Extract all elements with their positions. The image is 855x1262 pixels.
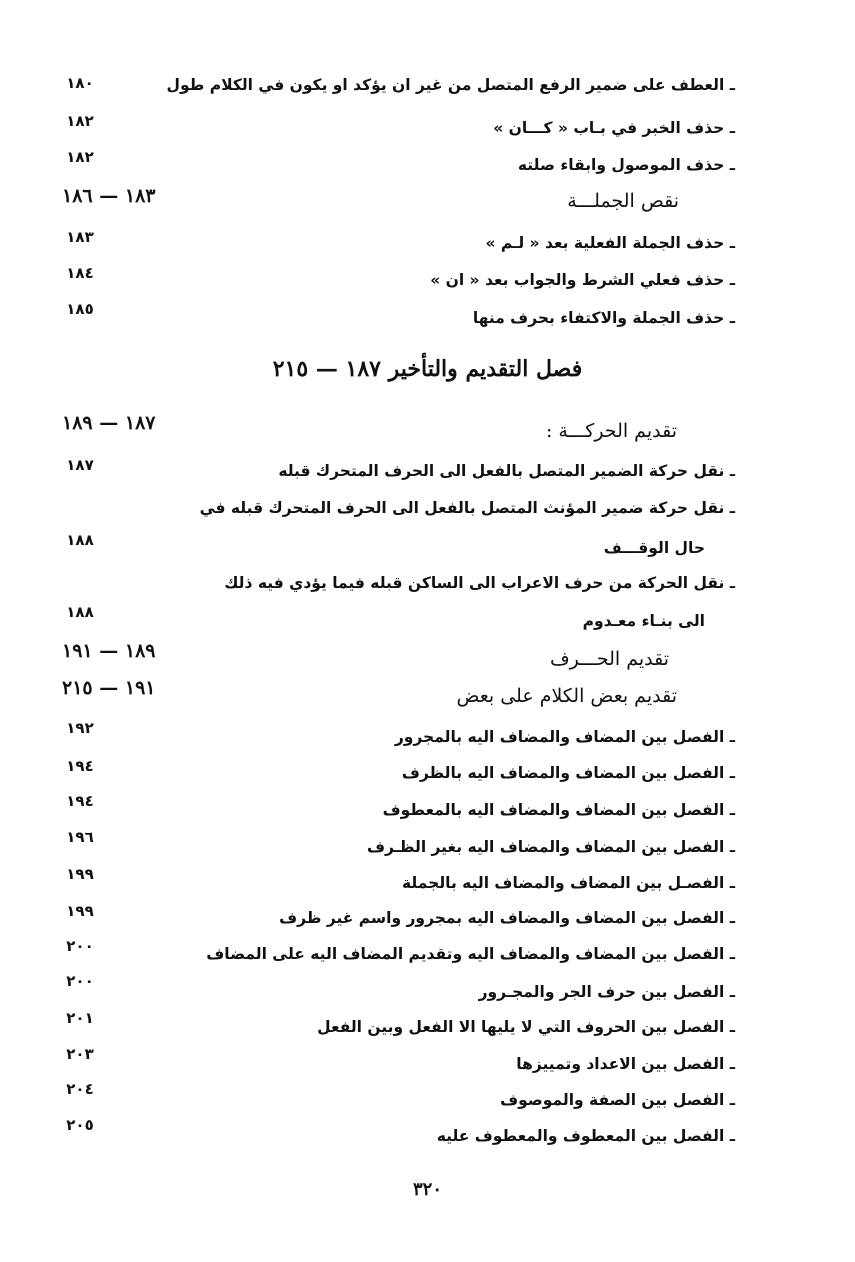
page-ref: ١٨٢: [66, 112, 94, 130]
index-entry: ـ نقل حركة الضمير المتصل بالفعل الى الحرف المتحرك قبله: [278, 462, 735, 480]
index-entry: ـ الفصـل بين المضاف والمضاف اليه بالجملة: [402, 874, 735, 892]
index-entry: ـ العطف على ضمير الرفع المتصل من غير ان يؤكد او يكون في الكلام طول: [166, 76, 735, 94]
page-ref: ١٨٨: [66, 603, 94, 621]
section-heading-kalam: تقديم بعض الكلام على بعض: [456, 685, 677, 707]
page-ref: ١٨٠: [66, 74, 94, 92]
chapter-title: فصل التقديم والتأخير ١٨٧ — ٢١٥: [272, 356, 583, 382]
page-ref: ١٩٩: [66, 865, 94, 883]
index-entry: ـ الفصل بين الصفة والموصوف: [500, 1091, 735, 1109]
page-ref: ١٩٩: [66, 902, 94, 920]
page-ref: ٢٠٥: [66, 1116, 94, 1134]
page-ref: ١٨٢: [66, 148, 94, 166]
section-page-range: ١٩١ — ٢١٥: [62, 677, 156, 699]
index-entry: ـ الفصل بين المضاف والمضاف اليه بالظرف: [401, 764, 735, 782]
index-entry: ـ نقل حركة ضمير المؤنث المتصل بالفعل الى الحرف المتحرك قبله في: [199, 499, 735, 517]
section-heading-harf: تقديم الحـــرف: [549, 648, 669, 670]
page-ref: ٢٠٠: [66, 937, 94, 955]
page-ref: ١٨٧: [66, 456, 94, 474]
page-ref: ٢٠٣: [66, 1045, 94, 1063]
page-ref: ١٨٤: [66, 264, 94, 282]
index-entry: ـ الفصل بين المضاف والمضاف اليه بغير الظـرف: [366, 838, 735, 856]
page-ref: ١٩٤: [66, 757, 94, 775]
page-ref: ١٩٢: [66, 719, 94, 737]
section-heading-haraka: تقديم الحركـــة :: [545, 420, 677, 442]
section-page-range: ١٨٣ — ١٨٦: [62, 185, 156, 207]
index-entry-continuation: حال الوقـــف: [603, 539, 705, 557]
page-ref: ١٩٦: [66, 828, 94, 846]
index-entry-continuation: الى بنـاء معـدوم: [582, 612, 705, 630]
page-ref: ١٨٣: [66, 228, 94, 246]
index-entry: ـ الفصل بين حرف الجر والمجـرور: [478, 983, 735, 1001]
index-entry: ـ الفصل بين المضاف والمضاف اليه بالمعطوف: [382, 801, 735, 819]
index-entry: ـ حذف الجملة الفعلية بعد « لـم »: [485, 234, 735, 252]
page-ref: ١٩٤: [66, 792, 94, 810]
index-entry: ـ الفصل بين المضاف والمضاف اليه وتقديم المضاف اليه على المضاف: [206, 945, 735, 963]
section-page-range: ١٨٧ — ١٨٩: [62, 412, 156, 434]
page-ref: ١٨٥: [66, 300, 94, 318]
page-ref: ١٨٨: [66, 531, 94, 549]
index-entry: ـ نقل الحركة من حرف الاعراب الى الساكن قبله فيما يؤدي فيه ذلك: [224, 574, 735, 592]
footer-page-number: ٣٢٠: [412, 1179, 442, 1200]
index-entry: ـ حذف الخبر في بـاب « كـــان »: [493, 119, 735, 137]
index-entry: ـ الفصل بين المضاف والمضاف اليه بمجرور واسم غير ظرف: [279, 909, 735, 927]
page-ref: ٢٠٤: [66, 1080, 94, 1098]
section-heading-naqs: نقص الجملـــة: [567, 190, 679, 212]
page-ref: ٢٠٠: [66, 972, 94, 990]
index-entry: ـ حذف الجملة والاكتفاء بحرف منها: [472, 309, 735, 327]
index-entry: ـ الفصل بين الحروف التي لا يليها الا الفعل وبين الفعل: [317, 1018, 735, 1036]
index-entry: ـ الفصل بين المضاف والمضاف اليه بالمجرور: [394, 728, 735, 746]
page-ref: ٢٠١: [66, 1009, 94, 1027]
index-entry: ـ الفصل بين المعطوف والمعطوف عليه: [436, 1127, 735, 1145]
section-page-range: ١٨٩ — ١٩١: [62, 640, 156, 662]
index-entry: ـ الفصل بين الاعداد وتمييزها: [516, 1055, 735, 1073]
index-entry: ـ حذف الموصول وابقاء صلته: [517, 156, 735, 174]
index-entry: ـ حذف فعلي الشرط والجواب بعد « ان »: [430, 271, 735, 289]
